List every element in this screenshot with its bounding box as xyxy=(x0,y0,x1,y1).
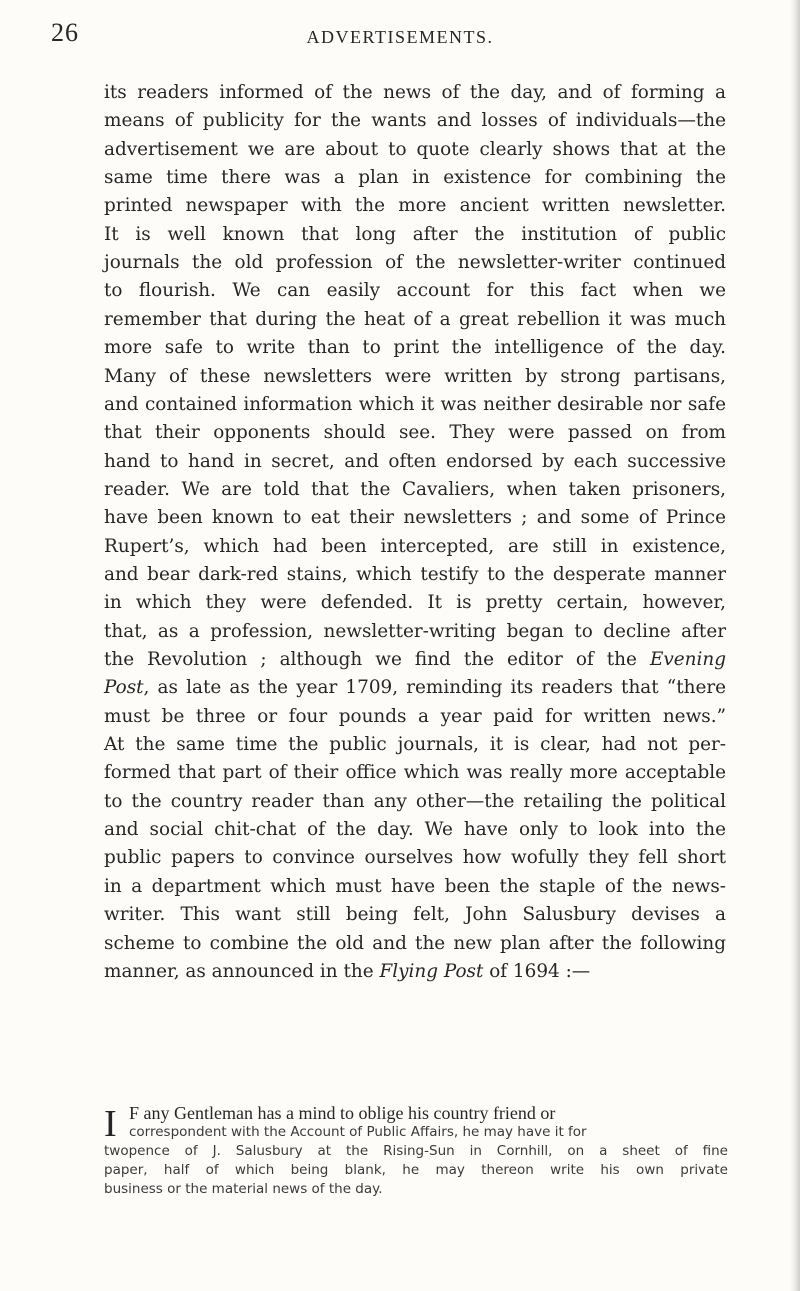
body-text-line: the Revolution ; although we find the editor of the Evening xyxy=(104,649,726,670)
body-text-line: scheme to combine the old and the new plan after the following xyxy=(104,932,726,954)
body-text-line: public papers to convince ourselves how wofully they fell short xyxy=(104,847,726,869)
advertisement-line: paper, half of which being blank, he may thereon write his own private xyxy=(104,1162,728,1178)
body-text-line: It is well known that long after the institution of public xyxy=(104,223,726,245)
body-text-line: journals the old profession of the newsletter-writer continued xyxy=(104,252,726,274)
body-text-line: writer. This want still being felt, John Salusbury devises a xyxy=(104,904,726,926)
body-text-line: manner, as announced in the Flying Post of 1694 :— xyxy=(104,960,591,982)
body-text-line: to the country reader than any other—the retailing the political xyxy=(104,790,726,812)
advertisement-line: twopence of J. Salusbury at the Rising-Sun in Cornhill, on a sheet of fine xyxy=(104,1143,728,1159)
body-text-line: means of publicity for the wants and losses of individuals—the xyxy=(104,110,726,132)
body-text-line: in a department which must have been the staple of the news- xyxy=(104,875,726,897)
body-text-line: that their opponents should see. They were passed on from xyxy=(104,422,726,444)
body-text-line: remember that during the heat of a great rebellion it was much xyxy=(104,308,726,330)
body-text-line: and bear dark-red stains, which testify to the desperate manner xyxy=(104,563,726,585)
body-text-line: more safe to write than to print the intelligence of the day. xyxy=(104,337,726,359)
page-edge-shadow xyxy=(790,0,800,1291)
body-text-line: advertisement we are about to quote clearly shows that at the xyxy=(104,138,726,160)
body-text-line: and social chit-chat of the day. We have only to look into the xyxy=(104,819,726,841)
body-text-line: and contained information which it was neither desirable nor safe xyxy=(104,393,726,415)
body-text-line: to flourish. We can easily account for this fact when we xyxy=(104,280,726,302)
body-text-line: Many of these newsletters were written by strong partisans, xyxy=(104,365,726,387)
body-text-line: formed that part of their office which was really more acceptable xyxy=(104,762,726,784)
body-text-line: in which they were defended. It is pretty certain, however, xyxy=(104,592,726,614)
drop-cap: I xyxy=(104,1103,117,1145)
body-text-line: its readers informed of the news of the day, and of forming a xyxy=(104,82,726,103)
page-number: 26 xyxy=(51,18,79,47)
body-text-line: must be three or four pounds a year paid for written news.” xyxy=(104,705,726,727)
body-text-line: have been known to eat their newsletters ; and some of Prince xyxy=(104,507,726,529)
body-text-line: At the same time the public journals, it is clear, had not per- xyxy=(104,734,726,756)
body-text-line: hand to hand in secret, and often endorsed by each successive xyxy=(104,450,726,472)
body-text-line: Rupert’s, which had been intercepted, are still in existence, xyxy=(104,535,726,557)
running-head: ADVERTISEMENTS. xyxy=(306,27,494,47)
body-text-line: reader. We are told that the Cavaliers, when taken prisoners, xyxy=(104,478,726,500)
body-text-line: Post, as late as the year 1709, reminding its readers that “there xyxy=(104,677,726,699)
body-text-line: same time there was a plan in existence for combining the xyxy=(104,167,726,189)
body-text-line: that, as a profession, newsletter-writing began to decline after xyxy=(104,620,726,642)
quoted-advertisement xyxy=(104,1103,728,1199)
body-text-line: printed newspaper with the more ancient written newsletter. xyxy=(104,195,726,217)
advertisement-first-line-text: F any Gentleman has a mind to oblige his country friend or xyxy=(129,1103,556,1123)
advertisement-line: business or the material news of the day. xyxy=(104,1181,383,1197)
advertisement-line: correspondent with the Account of Public Affairs, he may have it for xyxy=(129,1124,587,1140)
